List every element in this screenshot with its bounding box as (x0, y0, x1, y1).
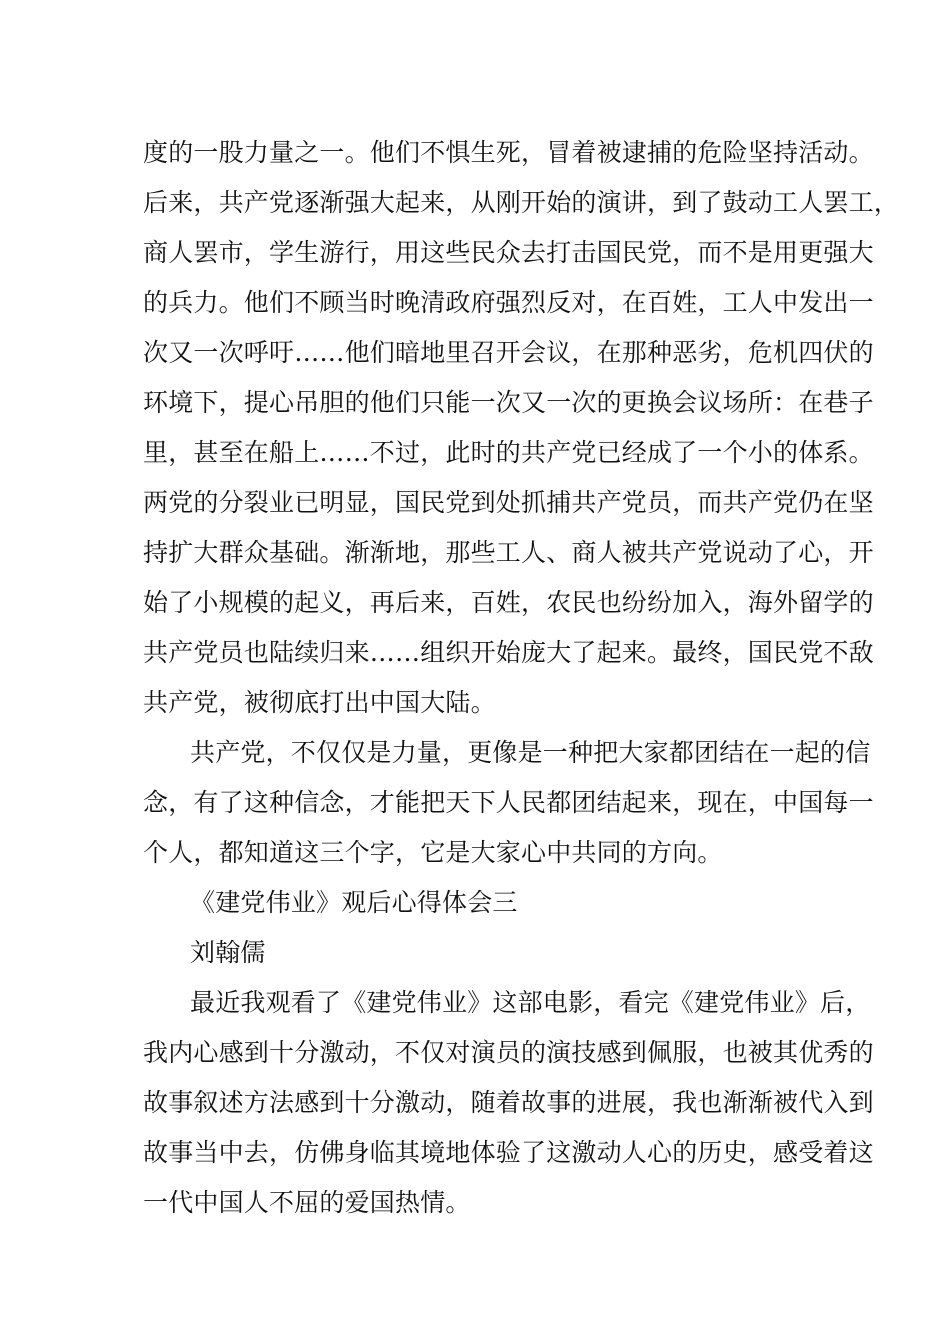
text-line-14: 念，有了这种信念，才能把天下人民都团结起来，现在，中国每一 (143, 788, 874, 817)
text-line-9: 持扩大群众基础。渐渐地，那些工人、商人被共产党说动了心，开 (143, 538, 874, 567)
text-line-18: 最近我观看了《建党伟业》这部电影，看完《建党伟业》后， (190, 988, 871, 1017)
text-line-19: 我内心感到十分激动，不仅对演员的演技感到佩服，也被其优秀的 (143, 1038, 874, 1067)
text-line-15: 个人，都知道这三个字，它是大家心中共同的方向。 (143, 838, 723, 867)
text-line-8: 两党的分裂业已明显，国民党到处抓捕共产党员，而共产党仍在坚 (143, 488, 874, 517)
text-line-4: 的兵力。他们不顾当时晚清政府强烈反对，在百姓，工人中发出一 (143, 288, 874, 317)
text-line-5: 次又一次呼吁……他们暗地里召开会议，在那种恶劣，危机四伏的 (143, 338, 874, 367)
section-title: 《建党伟业》观后心得体会三 (190, 888, 518, 917)
text-line-6: 环境下，提心吊胆的他们只能一次又一次的更换会议场所：在巷子 (143, 388, 874, 417)
text-line-3: 商人罢市，学生游行，用这些民众去打击国民党，而不是用更强大 (143, 238, 874, 267)
text-line-11: 共产党员也陆续归来……组织开始庞大了起来。最终，国民党不敌 (143, 638, 874, 667)
text-line-7: 里，甚至在船上……不过，此时的共产党已经成了一个小的体系。 (143, 438, 874, 467)
author-name: 刘翰儒 (190, 938, 266, 967)
text-line-20: 故事叙述方法感到十分激动，随着故事的进展，我也渐渐被代入到 (143, 1088, 874, 1117)
text-line-12: 共产党，被彻底打出中国大陆。 (143, 688, 496, 717)
text-line-1: 度的一股力量之一。他们不惧生死，冒着被逮捕的危险坚持活动。 (143, 138, 874, 167)
text-line-2: 后来，共产党逐渐强大起来，从刚开始的演讲，到了鼓动工人罢工， (143, 188, 900, 217)
text-line-13: 共产党，不仅仅是力量，更像是一种把大家都团结在一起的信 (190, 738, 871, 767)
text-line-21: 故事当中去，仿佛身临其境地体验了这激动人心的历史，感受着这 (143, 1138, 874, 1167)
text-line-22: 一代中国人不屈的爱国热情。 (143, 1188, 471, 1217)
text-line-10: 始了小规模的起义，再后来，百姓，农民也纷纷加入，海外留学的 (143, 588, 874, 617)
